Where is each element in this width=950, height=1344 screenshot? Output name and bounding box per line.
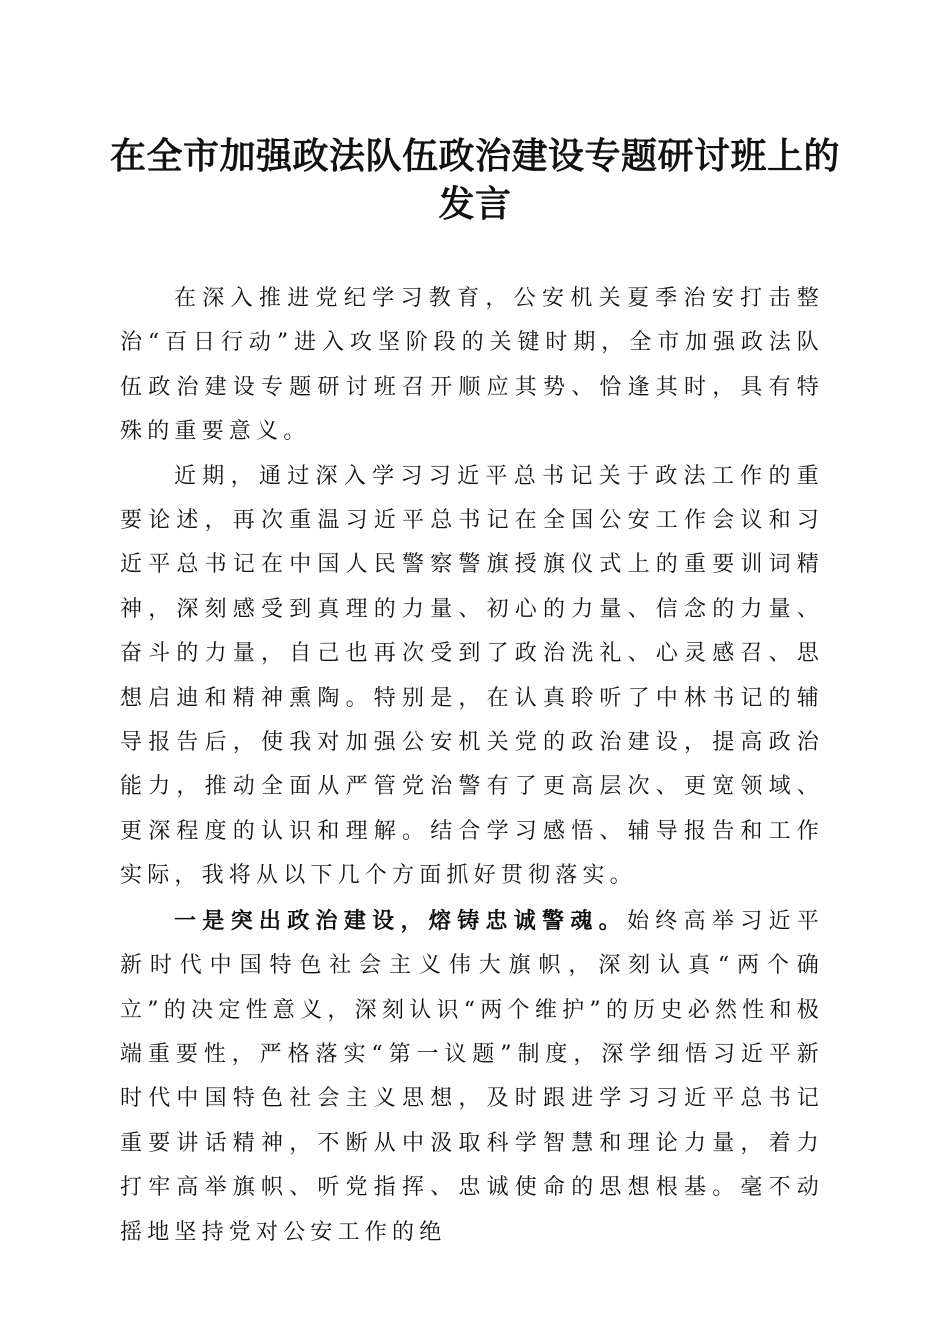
paragraph-text: 在深入推进党纪学习教育，公安机关夏季治安打击整治“百日行动”进入攻坚阶段的关键时期，全市加强政法队伍政治建设专题研讨班召开顺应其势、恰逢其时，具有特殊的重要意义。 xyxy=(120,286,824,445)
paragraph-point-one xyxy=(120,899,824,1255)
paragraph-text: 近期，通过深入学习习近平总书记关于政法工作的重要论述，再次重温习近平总书记在全国公安工作会议和习近平总书记在中国人民警察警旗授旗仪式上的重要训词精神，深刻感受到真理的力量、初心的力量、信念的力量、奋斗的力量，自己也再次受到了政治洗礼、心灵感召、思想启迪和精神熏陶。特别是，在认真聆听了中林书记的辅导报告后，使我对加强公安机关党的政治建设，提高政治能力，推动全面从严管党治警有了更高层次、更宽领域、更深程度的认识和理解。结合学习感悟、辅导报告和工作实际，我将从以下几个方面抓好贯彻落实。 xyxy=(120,463,824,889)
document-title xyxy=(110,132,840,228)
paragraph-text: 始终高举习近平新时代中国特色社会主义伟大旗帜，深刻认真“两个确立”的决定性意义，深刻认识“两个维护”的历史必然性和极端重要性，严格落实“第一议题”制度，深学细悟习近平新时代中国特色社会主义思想，及时跟进学习习近平总书记重要讲话精神，不断从中汲取科学智慧和理论力量，着力打牢高举旗帜、听党指挥、忠诚使命的思想根基。毫不动摇地坚持党对公安工作的绝 xyxy=(120,908,825,1245)
title-line-1: 在全市加强政法队伍政治建设专题研讨班上的 xyxy=(110,135,841,177)
paragraph-study xyxy=(120,455,824,899)
paragraph-lead: 一是突出政治建设，熔铸忠诚警魂。 xyxy=(174,907,627,934)
title-line-2: 发言 xyxy=(438,183,512,225)
paragraph-intro xyxy=(120,277,824,455)
document-body xyxy=(120,277,824,1255)
